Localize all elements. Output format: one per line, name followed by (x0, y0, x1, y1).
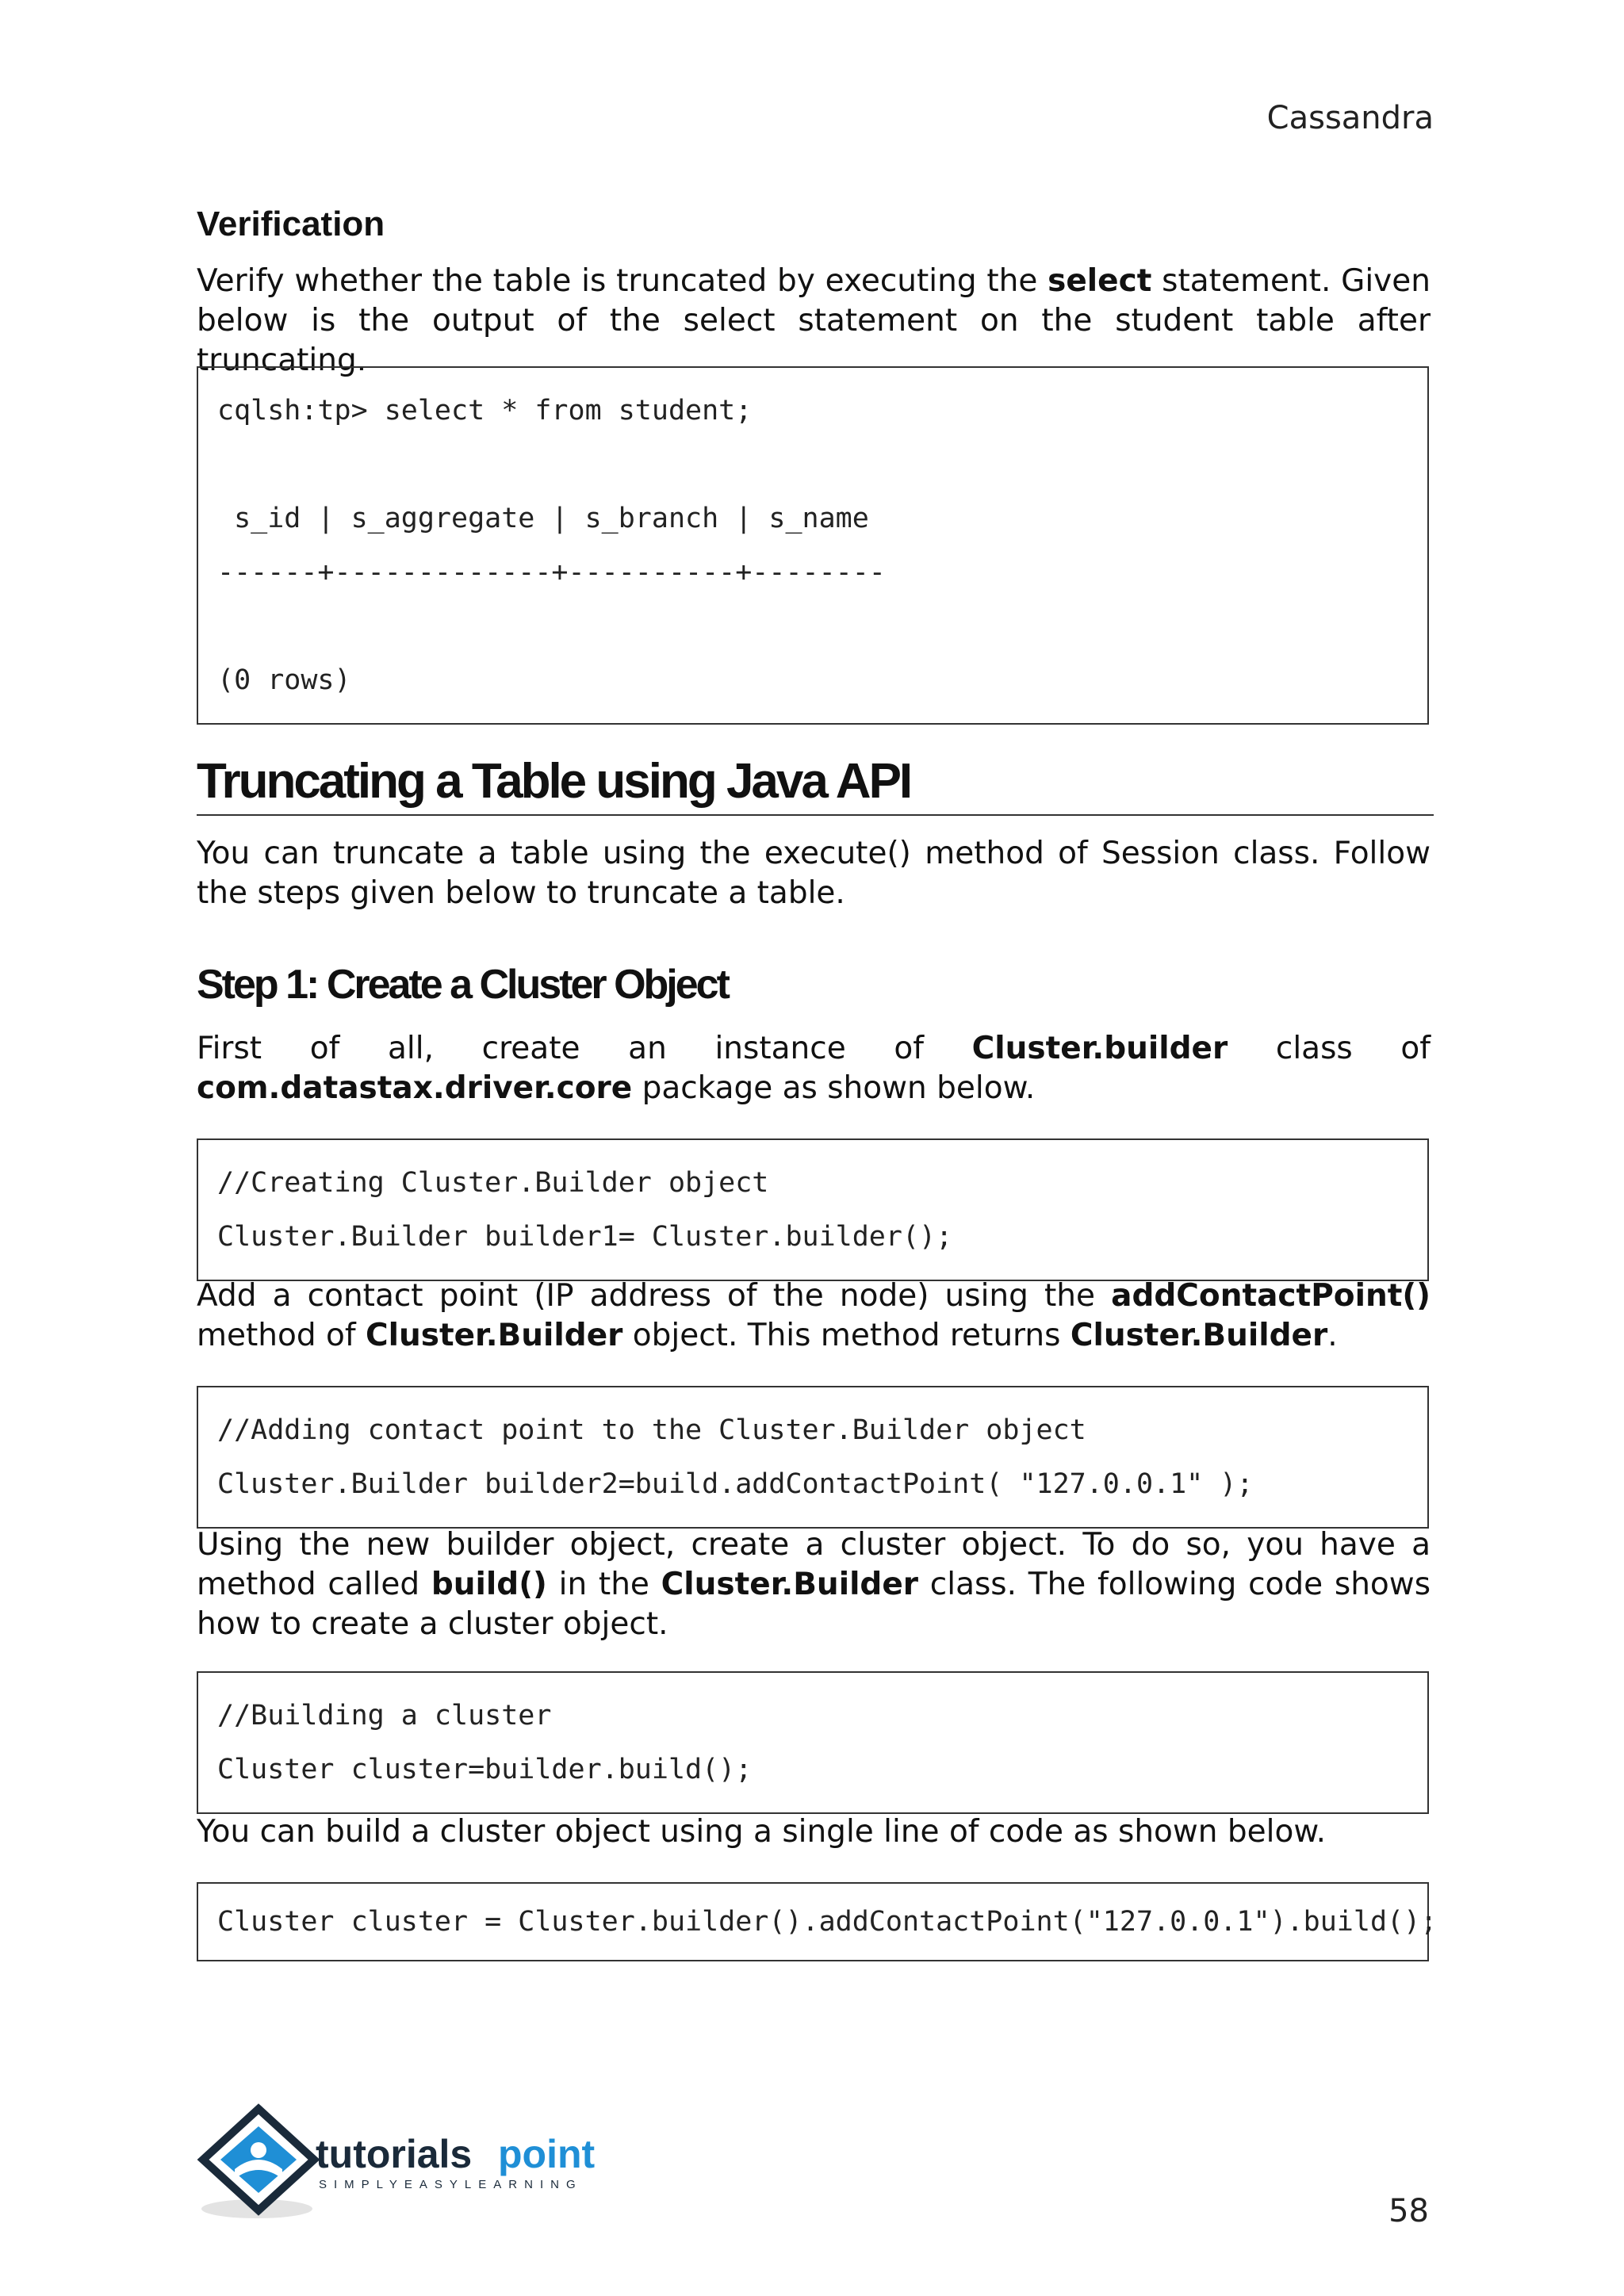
step1-code-block-1 (197, 1138, 1429, 1281)
step1-paragraph-2: Add a contact point (IP address of the node) using the addContactPoint() method of Cluster.Builder object. This method returns Cluster.Builder. (197, 1278, 1431, 1353)
code-line: s_id | s_aggregate | s_branch | s_name (217, 503, 869, 534)
step1-paragraph-4: You can build a cluster object using a single line of code as shown below. (197, 1814, 1327, 1850)
code-line: //Creating Cluster.Builder object (217, 1167, 769, 1199)
running-header: Cassandra (1266, 100, 1434, 136)
code-line: Cluster cluster=builder.build(); (217, 1754, 753, 1785)
logo-tagline: SIMPLYEASYLEARNING (319, 2178, 583, 2191)
tutorialspoint-logo (195, 2103, 623, 2221)
verification-paragraph: Verify whether the table is truncated by executing the select statement. Given below is the output of the select statement on the student table after truncating. (197, 263, 1431, 378)
logo-word-tutorials: tutorials (316, 2132, 473, 2176)
code-line: (0 rows) (217, 664, 351, 696)
code-line: Cluster.Builder builder2=build.addContactPoint( "127.0.0.1" ); (217, 1468, 1254, 1500)
code-line: cqlsh:tp> select * from student; (217, 395, 753, 427)
step1-code-block-4 (197, 1882, 1438, 1961)
verification-code-block (197, 366, 1429, 725)
section-intro: You can truncate a table using the execute() method of Session class. Follow the steps given below to truncate a table. (197, 836, 1431, 911)
verification-heading: Verification (197, 205, 385, 243)
step1-code-block-3 (197, 1671, 1429, 1814)
code-line: Cluster.Builder builder1= Cluster.builder(); (217, 1221, 953, 1253)
logo-word-point: point (498, 2132, 596, 2176)
step1-paragraph-3: Using the new builder object, create a cluster object. To do so, you have a method called build() in the Cluster.Builder class. The following code shows how to create a cluster object. (197, 1527, 1431, 1642)
code-line: Cluster cluster = Cluster.builder().addContactPoint("127.0.0.1").build(); (217, 1906, 1438, 1938)
step1-paragraph-1: First of all, create an instance of Cluster.builder class of com.datastax.driver.core package as shown below. (197, 1031, 1431, 1106)
step1-code-block-2 (197, 1386, 1429, 1529)
code-line: //Building a cluster (217, 1700, 552, 1732)
code-line: //Adding contact point to the Cluster.Builder object (217, 1414, 1086, 1446)
step1-heading: Step 1: Create a Cluster Object (197, 962, 728, 1008)
page-number: 58 (1388, 2193, 1429, 2229)
section-heading: Truncating a Table using Java API (197, 753, 1434, 816)
code-line: ------+-------------+----------+-------- (217, 557, 886, 588)
